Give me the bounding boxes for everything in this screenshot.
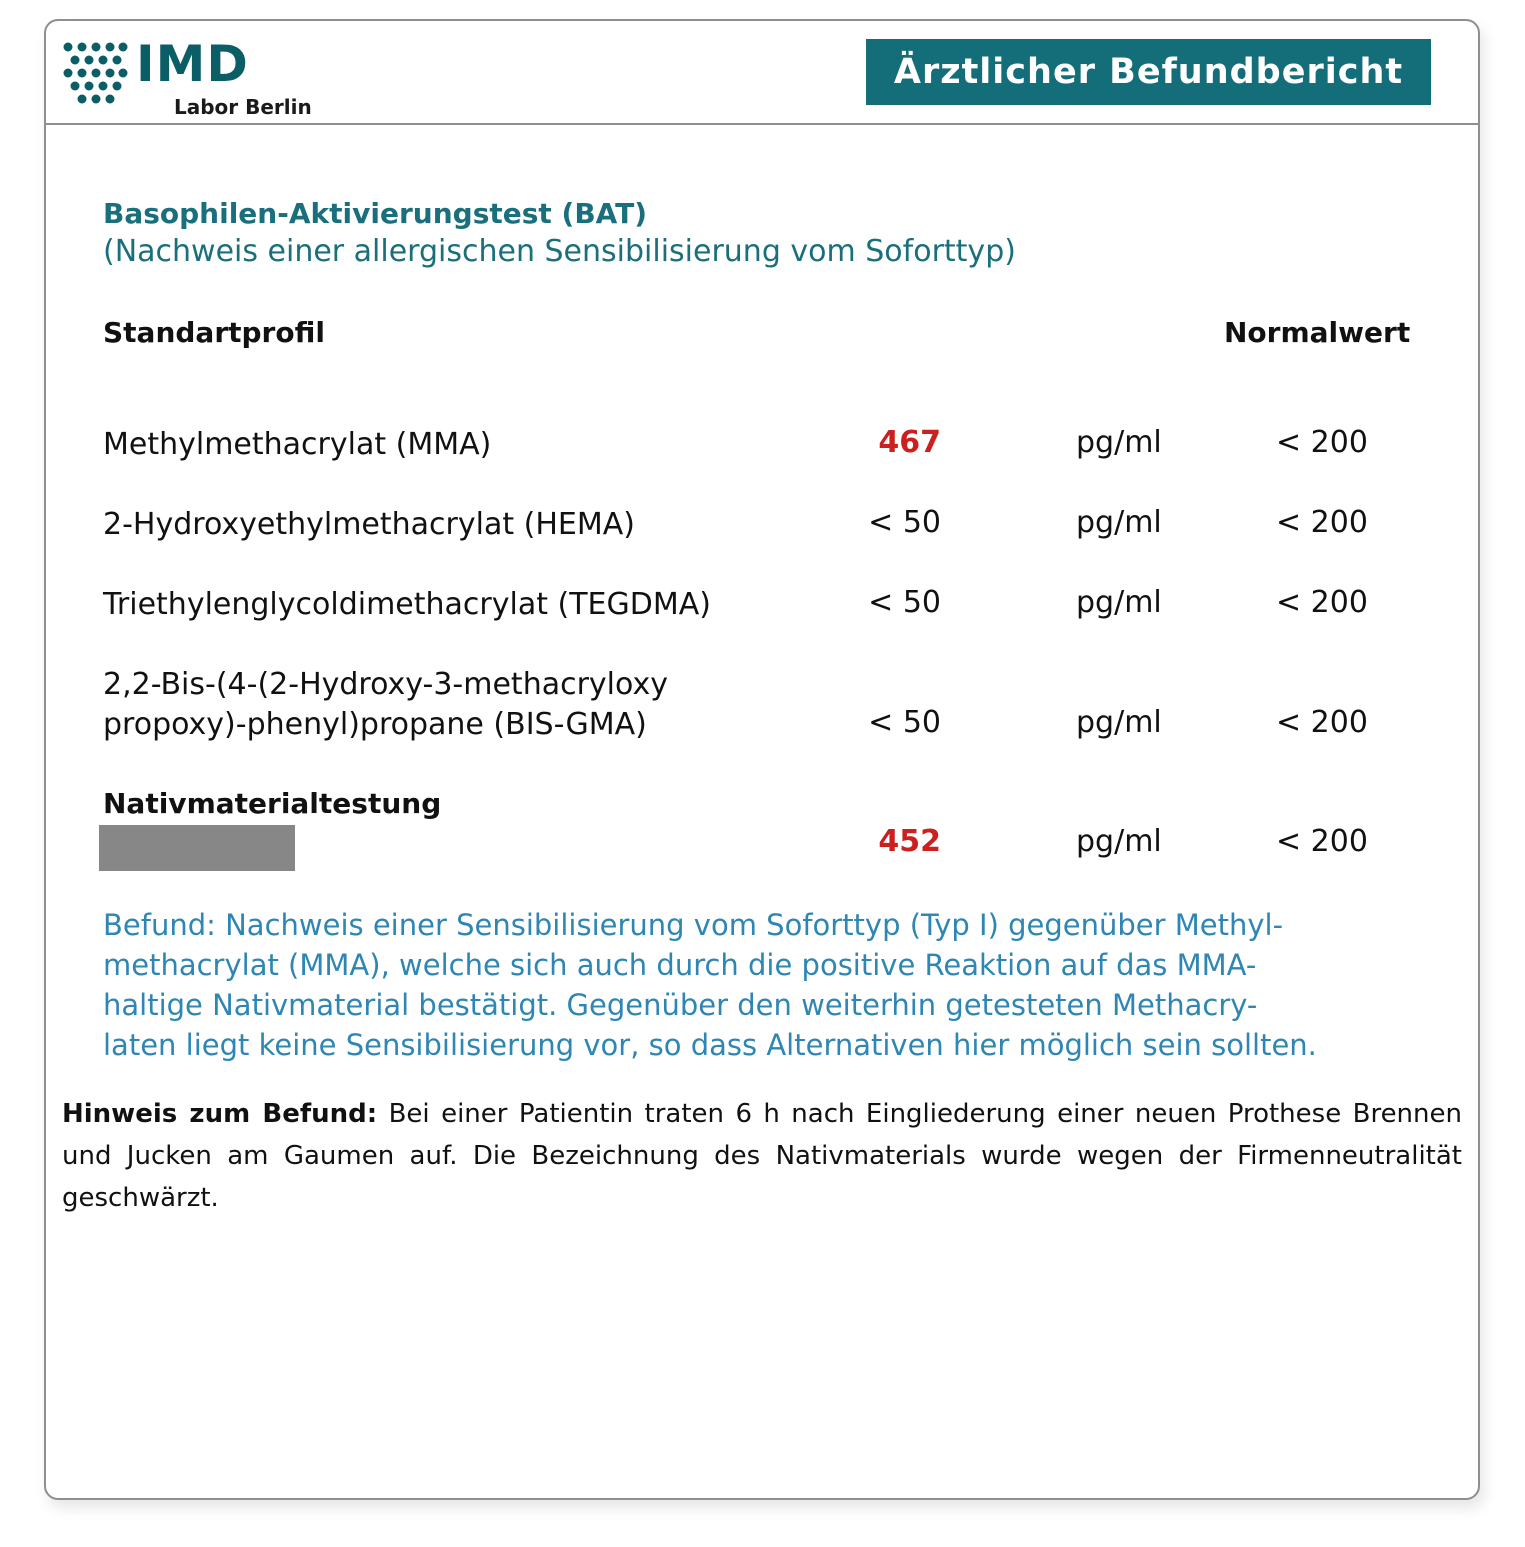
test-title: Basophilen-Aktivierungstest (BAT) [103,197,648,230]
table-row-name: Triethylenglycoldimethacrylat (TEGDMA) [103,587,711,622]
column-header-reference: Normalwert [1224,316,1411,349]
test-subtitle: (Nachweis einer allergischen Sensibilisierung vom Soforttyp) [103,234,1016,269]
finding-line: laten liegt keine Sensibilisierung vor, so dass Alternativen hier möglich sein sollten. [103,1028,1317,1062]
finding-text [103,905,1413,1065]
table-row-unit: pg/ml [1076,425,1162,460]
table-row-value: < 50 [868,505,941,540]
finding-note [62,1093,1462,1219]
table-row-name: Methylmethacrylat (MMA) [103,427,492,462]
report-title-banner: Ärztlicher Befundbericht [866,39,1431,105]
note-label: Hinweis zum Befund: [62,1099,378,1129]
logo-dots-icon [62,41,128,107]
table-row-reference: < 200 [1276,505,1368,540]
native-unit: pg/ml [1076,824,1162,859]
finding-line: Befund: Nachweis einer Sensibilisierung vom Soforttyp (Typ I) gegenüber Methyl- [103,908,1284,942]
table-row-unit: pg/ml [1076,505,1162,540]
table-row-reference: < 200 [1276,585,1368,620]
finding-line: methacrylat (MMA), welche sich auch durch die positive Reaktion auf das MMA- [103,948,1257,982]
column-header-profile: Standartprofil [103,316,325,349]
imd-logo [62,37,322,127]
table-row-value: 467 [878,425,941,460]
finding-line: haltige Nativmaterial bestätigt. Gegenüber den weiterhin getesteten Methacry- [103,988,1258,1022]
table-row-unit: pg/ml [1076,705,1162,740]
table-row-value: < 50 [868,705,941,740]
native-reference: < 200 [1276,824,1368,859]
table-row-reference: < 200 [1276,425,1368,460]
table-row-name: 2-Hydroxyethylmethacrylat (HEMA) [103,507,635,542]
redacted-material-name [99,825,295,871]
logo-subtitle: Labor Berlin [174,95,312,119]
note-text: Bei einer Patientin traten 6 h nach Eingliederung einer neuen Prothese Brennen und Jucken am Gaumen auf. Die Bezeichnung des Nativmaterials wurde wegen der Firmenneutralität geschwärzt. [62,1099,1462,1213]
logo-wordmark: IMD [136,35,249,93]
native-section-title: Nativmaterialtestung [103,787,442,820]
native-value: 452 [878,824,941,859]
table-row-name: 2,2-Bis-(4-(2-Hydroxy-3-methacryloxy [103,667,668,702]
table-row-unit: pg/ml [1076,585,1162,620]
header-divider [46,123,1478,125]
table-row-reference: < 200 [1276,705,1368,740]
report-card [44,19,1480,1500]
table-row-name-continued: propoxy)-phenyl)propane (BIS-GMA) [103,707,647,742]
table-row-value: < 50 [868,585,941,620]
